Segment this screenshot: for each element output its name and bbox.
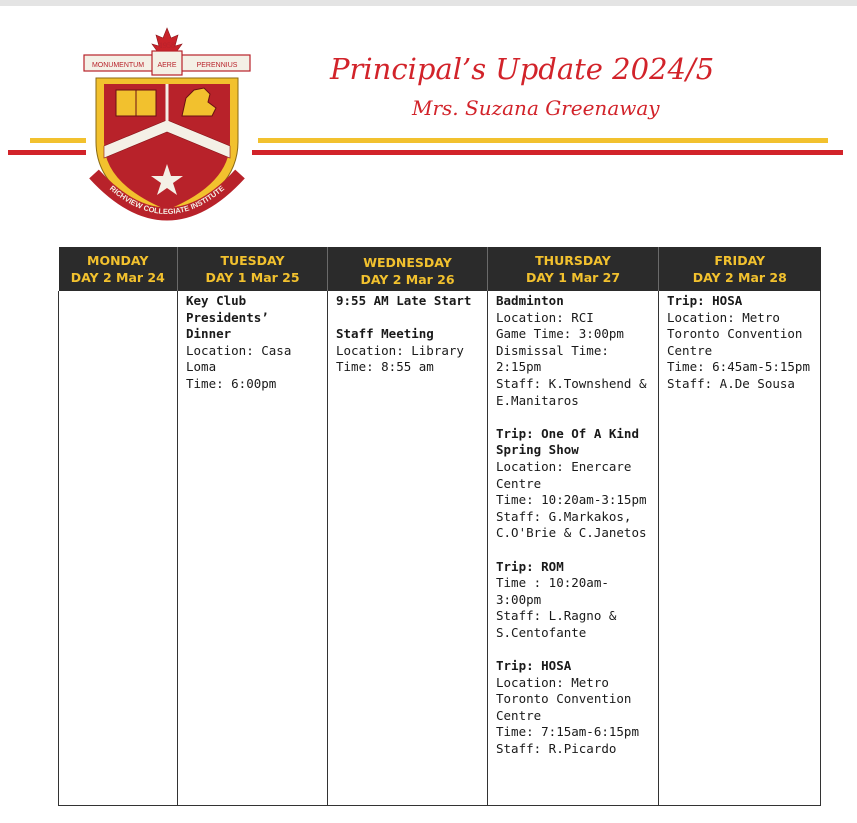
cell-tuesday bbox=[178, 291, 328, 806]
crest-motto-center: AERE bbox=[157, 62, 177, 69]
rom-trip-title: Trip: ROM bbox=[496, 558, 564, 574]
hosa-trip-location: Location: Metro Toronto Convention Centre bbox=[496, 674, 632, 723]
header-monday bbox=[59, 247, 178, 291]
friday-trip-staff: Staff: A.De Sousa bbox=[667, 375, 795, 391]
ooak-trip-details: Time: 10:20am-3:15pm Staff: G.Markakos, C.O'Brie & C.Janetos bbox=[496, 492, 647, 541]
page-subtitle: Mrs. Suzana Greenaway bbox=[412, 96, 660, 120]
left-gold-stripe bbox=[30, 138, 86, 143]
header-thursday bbox=[488, 247, 659, 291]
ooak-trip-title: Trip: One Of A Kind Spring Show bbox=[496, 425, 639, 458]
wednesday-event-time: Time: 8:55 am bbox=[336, 359, 434, 375]
header-friday bbox=[659, 247, 821, 291]
crest-motto-right: PERENNIUS bbox=[196, 62, 238, 69]
right-red-stripe bbox=[252, 150, 843, 155]
page-title: Principal’s Update 2024/5 bbox=[330, 52, 715, 86]
left-red-stripe bbox=[8, 150, 86, 155]
cell-wednesday bbox=[328, 291, 488, 806]
crest-year: 1958 bbox=[159, 41, 175, 50]
weekly-schedule-table bbox=[58, 247, 821, 806]
hosa-trip-title: Trip: HOSA bbox=[496, 658, 572, 674]
day-date: DAY 2 Mar 24 bbox=[70, 270, 165, 285]
day-name: WEDNESDAY bbox=[363, 255, 452, 270]
school-crest-logo bbox=[82, 24, 252, 234]
friday-trip-title: Trip: HOSA bbox=[667, 293, 743, 308]
schedule-header-row bbox=[59, 247, 821, 291]
header-tuesday bbox=[178, 247, 328, 291]
wednesday-late-start: 9:55 AM Late Start bbox=[336, 293, 472, 308]
crest-school-name: RICHVIEW COLLEGIATE INSTITUTE bbox=[108, 183, 226, 217]
badminton-staff: Staff: K.Townshend & E.Manitaros bbox=[496, 375, 647, 408]
rom-trip-time: Time : 10:20am-3:00pm bbox=[496, 575, 609, 607]
hosa-trip-staff: Staff: R.Picardo bbox=[496, 741, 617, 757]
day-name: MONDAY bbox=[87, 253, 149, 268]
tuesday-event-time: Time: 6:00pm bbox=[186, 375, 277, 391]
rom-trip-staff: Staff: L.Ragno & S.Centofante bbox=[496, 608, 617, 640]
badminton-title: Badminton bbox=[496, 293, 564, 308]
badminton-location: Location: RCI bbox=[496, 309, 594, 325]
day-name: FRIDAY bbox=[714, 253, 766, 268]
friday-trip-location: Location: Metro Toronto Convention Centre bbox=[667, 309, 803, 358]
header-wednesday bbox=[328, 247, 488, 291]
top-border bbox=[0, 0, 857, 6]
cell-friday bbox=[659, 291, 821, 806]
wednesday-event-location: Location: Library bbox=[336, 342, 464, 358]
day-date: DAY 2 Mar 28 bbox=[692, 270, 787, 285]
crest-motto-left: MONUMENTUM bbox=[91, 62, 145, 69]
ooak-trip-location: Location: Enercare Centre bbox=[496, 458, 632, 491]
right-gold-stripe bbox=[258, 138, 828, 143]
tuesday-event-location: Location: Casa Loma bbox=[186, 342, 292, 375]
schedule-body-row bbox=[59, 291, 821, 806]
badminton-dismissal: Dismissal Time: 2:15pm bbox=[496, 342, 609, 375]
day-date: DAY 1 Mar 25 bbox=[205, 270, 300, 285]
day-date: DAY 2 Mar 26 bbox=[360, 272, 455, 287]
day-date: DAY 1 Mar 27 bbox=[525, 270, 621, 285]
hosa-trip-time: Time: 7:15am-6:15pm bbox=[496, 724, 639, 740]
badminton-game-time: Game Time: 3:00pm bbox=[496, 326, 624, 342]
cell-monday bbox=[59, 291, 178, 806]
day-name: THURSDAY bbox=[535, 253, 611, 268]
cell-thursday bbox=[488, 291, 659, 806]
wednesday-event-title: Staff Meeting bbox=[336, 326, 434, 342]
friday-trip-time: Time: 6:45am-5:15pm bbox=[667, 359, 810, 375]
day-name: TUESDAY bbox=[220, 253, 285, 268]
tuesday-event-title: Key Club Presidents’ Dinner bbox=[186, 293, 269, 342]
